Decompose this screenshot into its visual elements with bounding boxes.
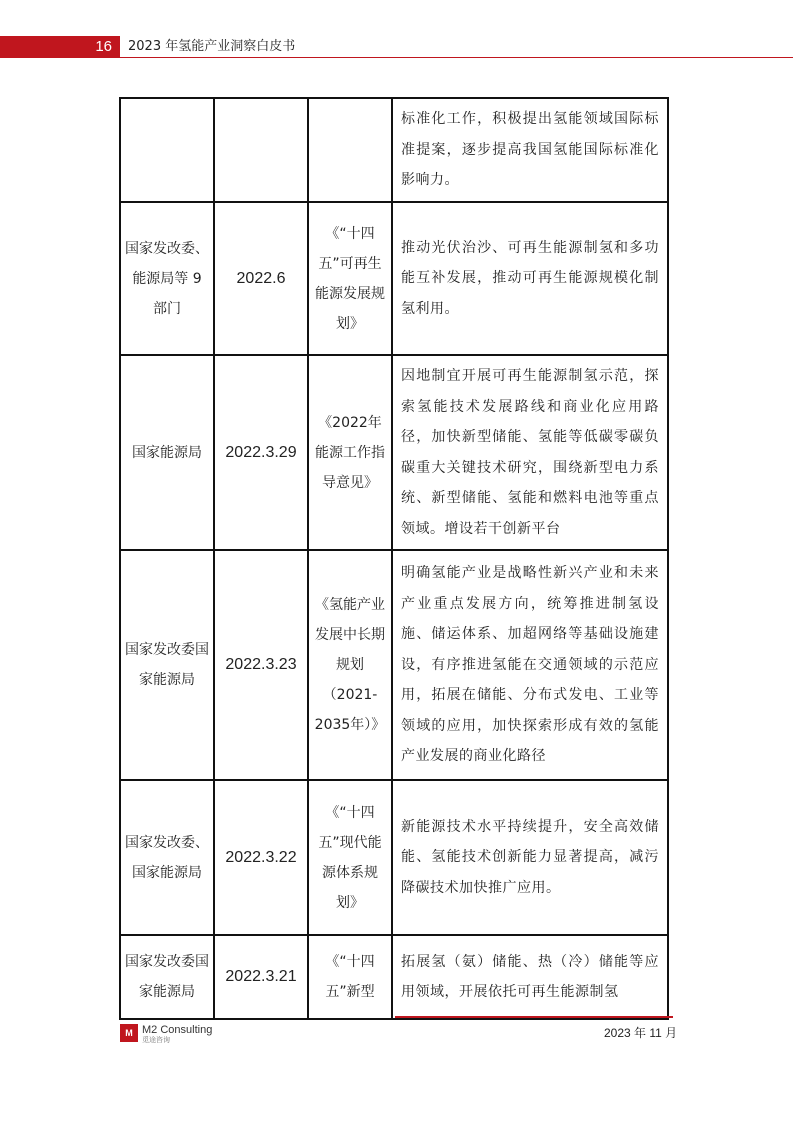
table-row: [120, 202, 668, 355]
table-row: [120, 935, 668, 1019]
policy-name-cell: 《2022年能源工作指导意见》: [308, 355, 392, 550]
description-cell: 因地制宜开展可再生能源制氢示范，探索氢能技术发展路线和商业化应用路径，加快新型储能、氢能等低碳零碳负碳重大关键技术研究，围绕新型电力系统、新型储能、氢能和燃料电池等重点领域。增设若干创新平台: [392, 355, 668, 550]
description-cell: 标准化工作，积极提出氢能领域国际标准提案，逐步提高我国氢能国际标准化影响力。: [392, 98, 668, 202]
policy-name-cell: [308, 98, 392, 202]
date-cell: 2022.3.21: [214, 935, 308, 1019]
table-row: [120, 355, 668, 550]
policy-name-cell: 《氢能产业发展中长期规划（2021-2035年）》: [308, 550, 392, 780]
agency-cell: 国家能源局: [120, 355, 214, 550]
description-cell: 拓展氢（氨）储能、热（冷）储能等应用领域，开展依托可再生能源制氢: [392, 935, 668, 1019]
logo-name: M2 Consulting: [142, 1024, 213, 1036]
logo-mark-icon: M: [120, 1024, 138, 1042]
date-cell: 2022.3.22: [214, 780, 308, 935]
agency-cell: 国家发改委国家能源局: [120, 550, 214, 780]
policy-name-cell: 《“十四五”现代能源体系规划》: [308, 780, 392, 935]
publication-date: 2023 年 11 月: [604, 1026, 678, 1040]
table-row: [120, 550, 668, 780]
policy-name-cell: 《“十四五”新型: [308, 935, 392, 1019]
date-cell: [214, 98, 308, 202]
page-number: 16: [95, 38, 112, 55]
date-cell: 2022.6: [214, 202, 308, 355]
header-rule: [120, 57, 793, 58]
policy-table: [119, 97, 669, 1020]
agency-cell: 国家发改委国家能源局: [120, 935, 214, 1019]
logo-subtitle: 觅途咨询: [142, 1036, 170, 1044]
company-logo: [120, 1024, 212, 1045]
description-cell: 明确氢能产业是战略性新兴产业和未来产业重点发展方向，统筹推进制氢设施、储运体系、加超网络等基础设施建设，有序推进氢能在交通领域的示范应用，拓展在储能、分布式发电、工业等领域的应用，加快探索形成有效的氢能产业发展的商业化路径: [392, 550, 668, 780]
footer-rule: [395, 1016, 673, 1018]
description-cell: 推动光伏治沙、可再生能源制氢和多功能互补发展，推动可再生能源规模化制氢利用。: [392, 202, 668, 355]
table-row: [120, 780, 668, 935]
date-cell: 2022.3.29: [214, 355, 308, 550]
description-cell: 新能源技术水平持续提升，安全高效储能、氢能技术创新能力显著提高，减污降碳技术加快推广应用。: [392, 780, 668, 935]
table-row: [120, 98, 668, 202]
agency-cell: 国家发改委、国家能源局: [120, 780, 214, 935]
document-title: 2023 年氢能产业洞察白皮书: [128, 39, 296, 54]
policy-name-cell: 《“十四五”可再生能源发展规划》: [308, 202, 392, 355]
date-cell: 2022.3.23: [214, 550, 308, 780]
agency-cell: 国家发改委、能源局等 9 部门: [120, 202, 214, 355]
agency-cell: [120, 98, 214, 202]
